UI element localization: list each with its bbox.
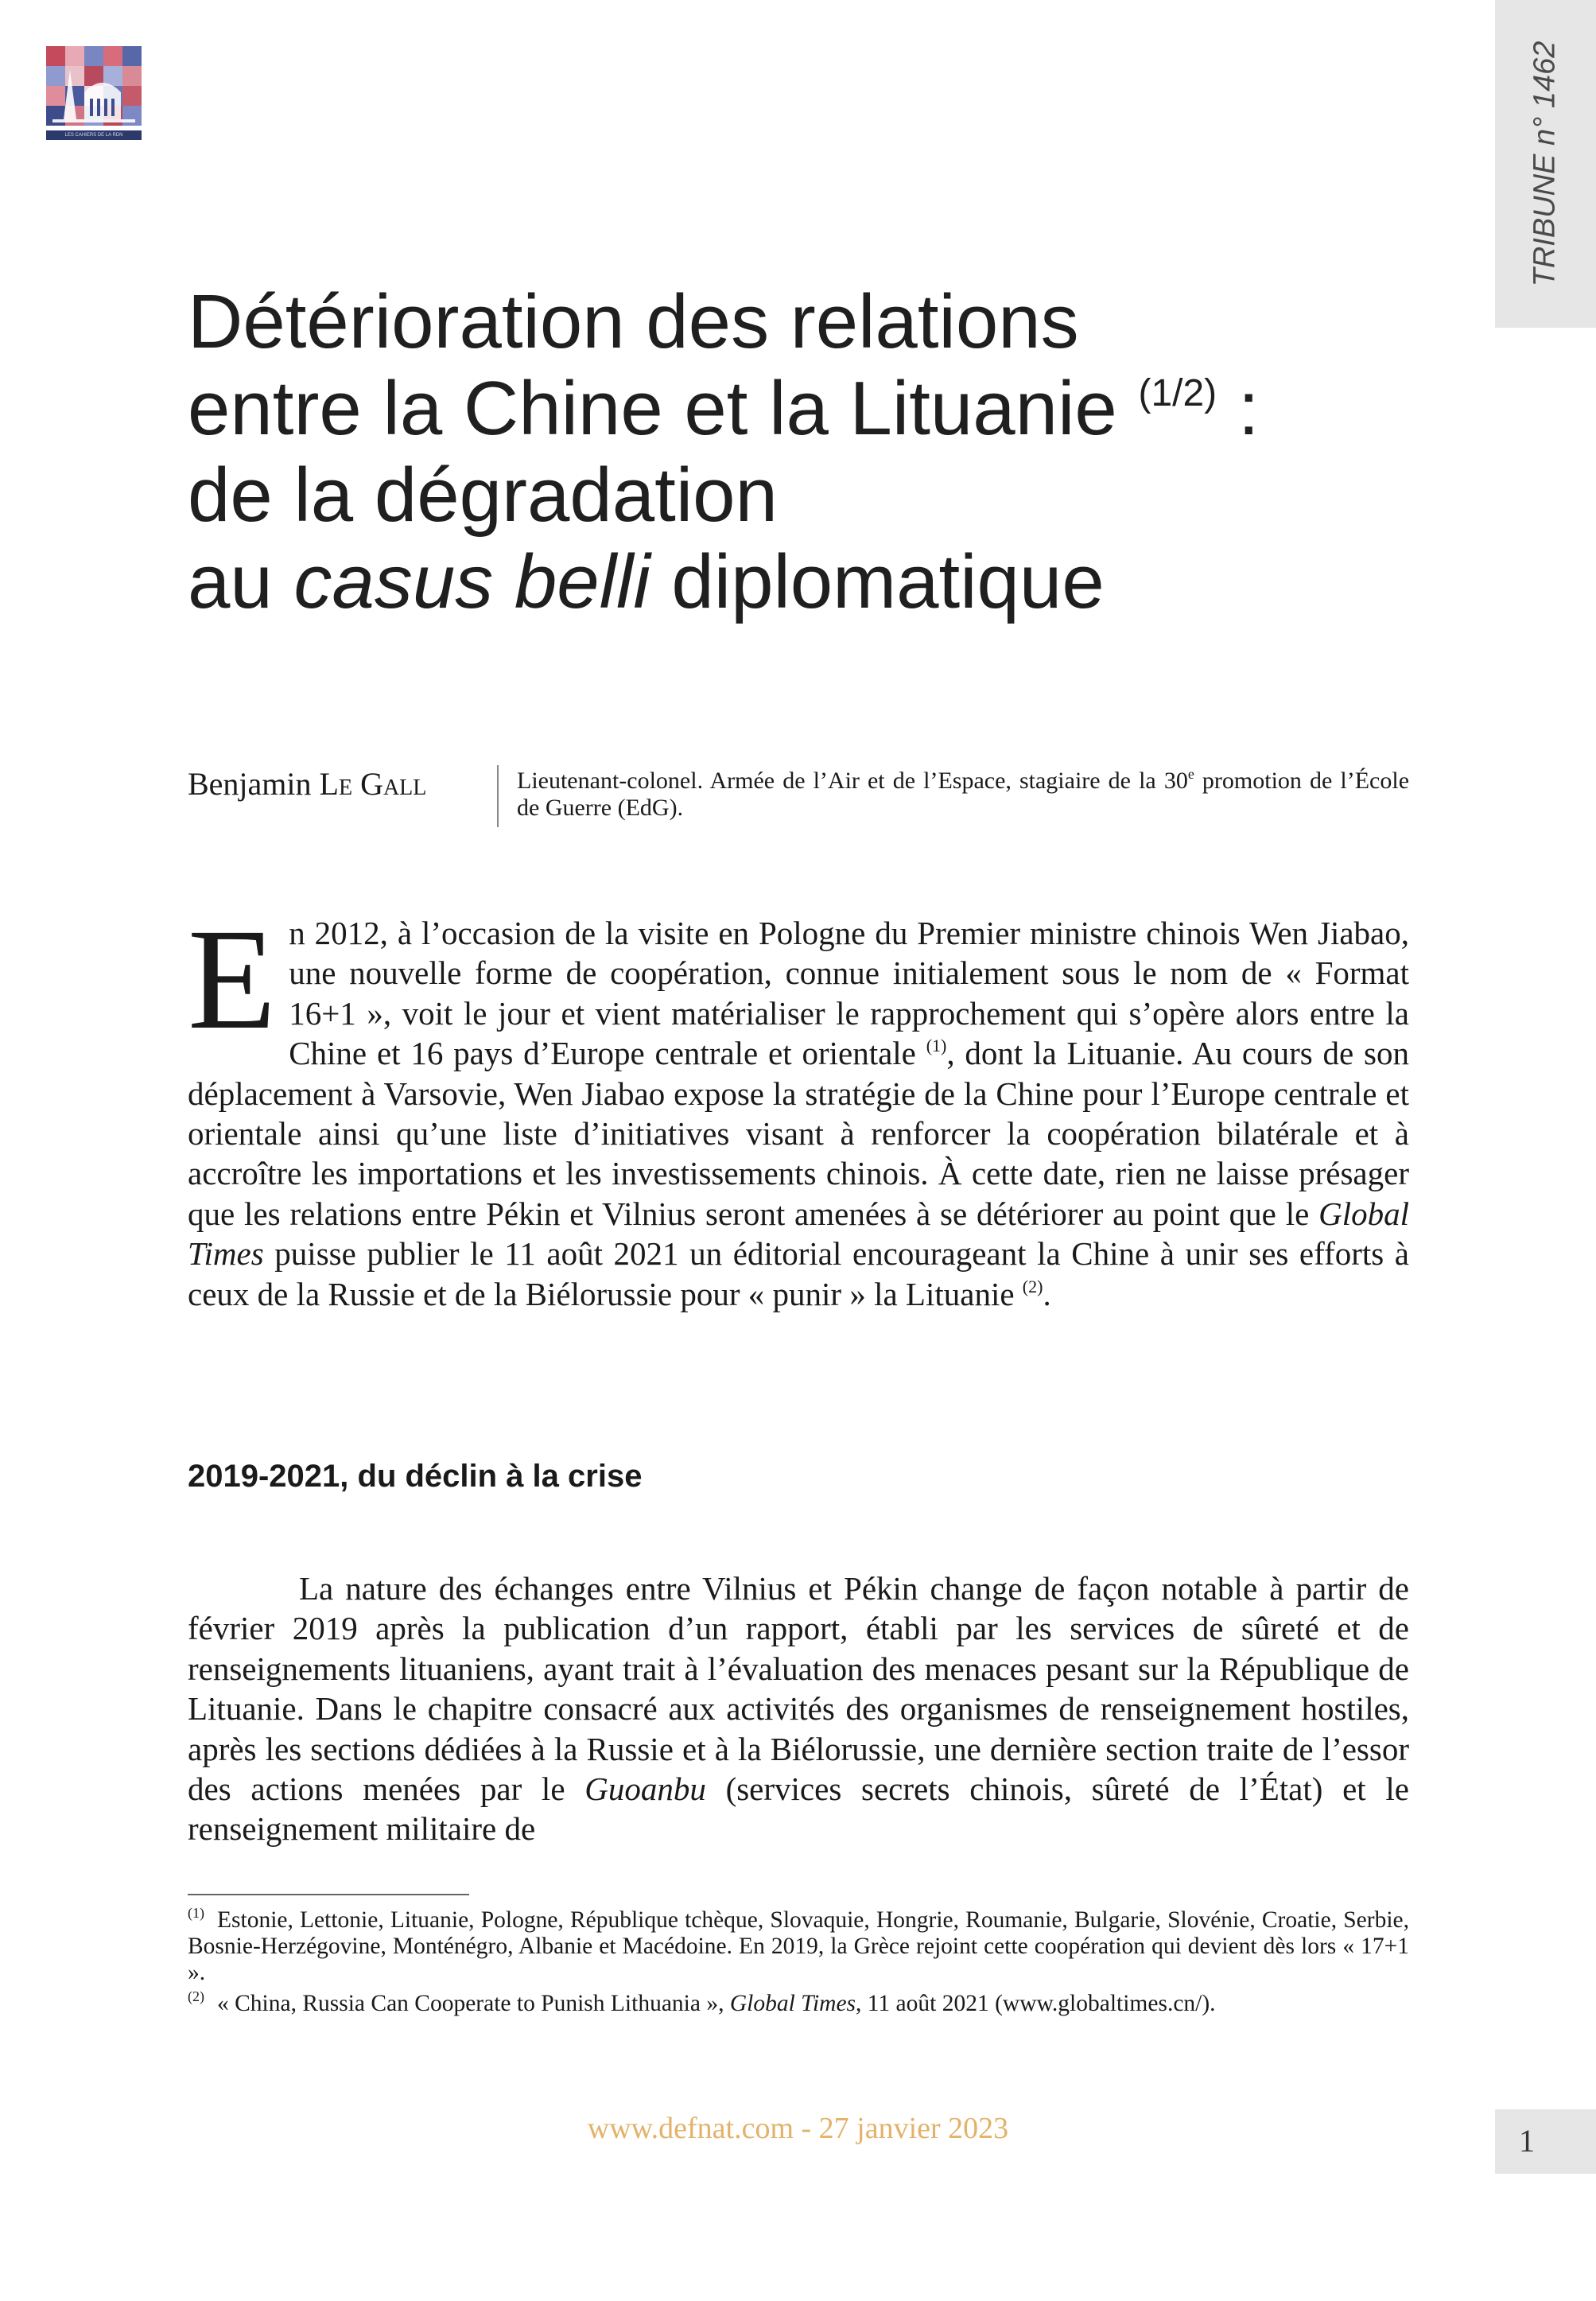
footnotes (188, 1907, 1409, 2022)
footnote-1 (188, 1907, 1409, 1986)
section-text-1: La nature des échanges entre Vilnius et Pékin change de façon notable à partir de février 2019 après la publication d’un rapport, établi par les services de sûreté et de renseignements lituaniens, ayant trait à l’évaluation des menaces pesant sur la République de Lituanie. Dans le chapitre consacré aux activités des organismes de renseignement hostiles, après les sections dédiées à la Russie et à la Biélorussie, une dernière section traite de l’essor des actions menées par le (188, 1570, 1409, 1808)
section-text-italic: Guoanbu (584, 1770, 706, 1808)
author-name (188, 765, 426, 803)
title-line-1: Détérioration des relations (188, 279, 1079, 364)
logo-band: LES CAHIERS DE LA RDN (46, 130, 142, 140)
page-number: 1 (1519, 2123, 1535, 2159)
title-line-4-start: au (188, 539, 294, 624)
footnote-1-number: (1) (188, 1905, 204, 1921)
footnote-2-text-1: « China, Russia Can Cooperate to Punish Lithuania », (217, 1991, 730, 2016)
publication-logo (46, 46, 142, 142)
footnote-divider (188, 1894, 469, 1895)
page-number-tab (1495, 2109, 1596, 2174)
footnote-ref-1[interactable]: (1) (926, 1036, 947, 1056)
intro-text-2: , dont la Lituanie. Au cours de son déplacement à Varsovie, Wen Jiabao expose la stratégie de la Chine pour l’Europe centrale et orientale ainsi qu’une liste d’initiatives visant à renforcer la coopération bilatérale et à accroître les importations et les investissements chinois. À cette date, rien ne laisse présager que les relations entre Pékin et Vilnius seront amenées à se détériorer au point que le (188, 1035, 1409, 1232)
tribune-number: TRIBUNE n° 1462 (1528, 41, 1562, 287)
building-silhouette-icon (46, 46, 142, 126)
title-line-4-italic: casus belli (293, 539, 650, 624)
intro-text-1: n 2012, à l’occasion de la visite en Pologne du Premier ministre chinois Wen Jiabao, une nouvelle forme de coopération, connue initialement sous le nom de « Format 16+1 », voit le jour et vient matérialiser le rapprochement qui s’opère alors entre la Chine et 16 pays d’Europe centrale et orientale (289, 915, 1409, 1072)
title-line-4-end: diplomatique (650, 539, 1105, 624)
author-description-sup: e (1187, 766, 1194, 782)
title-line-2: entre la Chine et la Lituanie (188, 366, 1117, 451)
section-text-2: (services secrets chinois, sûreté de l’État) et le renseignement militaire de (188, 1770, 1410, 1848)
title-line-2-end: : (1217, 366, 1260, 451)
section-heading: 2019-2021, du déclin à la crise (188, 1459, 643, 1494)
author-description-end: promotion de l’École de Guerre (EdG). (517, 768, 1410, 821)
drop-cap: E (188, 900, 277, 1059)
footnote-2-number: (2) (188, 1988, 204, 2004)
footnote-2 (188, 1988, 1409, 2017)
tribune-tab (1495, 0, 1596, 328)
article-title (188, 278, 1428, 625)
footnote-2-text-2: , 11 août 2021 (www.globaltimes.cn/). (856, 1991, 1216, 2016)
author-description-start: Lieutenant-colonel. Armée de l’Air et de l’Espace, stagiaire de la 30 (517, 768, 1188, 794)
author-first-name: Benjamin (188, 766, 320, 802)
title-part-marker: (1/2) (1138, 372, 1217, 414)
intro-paragraph (188, 900, 1409, 1314)
footer-source[interactable]: www.defnat.com - 27 janvier 2023 (587, 2112, 1009, 2145)
footnote-ref-2[interactable]: (2) (1022, 1276, 1043, 1296)
footnote-2-text-italic: Global Times (729, 1991, 856, 2016)
intro-text-3: puisse publier le 11 août 2021 un éditorial encourageant la Chine à unir ses efforts à ceux de la Russie et de la Biélorussie pour « punir » la Lituanie (188, 1235, 1409, 1312)
author-divider (497, 765, 499, 827)
intro-text-4: . (1043, 1275, 1051, 1312)
intro-text-italic: Global Times (188, 1195, 1409, 1273)
author-description (517, 768, 1409, 822)
title-line-3: de la dégradation (188, 453, 778, 538)
footnote-1-text: Estonie, Lettonie, Lituanie, Pologne, République tchèque, Slovaquie, Hongrie, Roumanie, Bulgarie, Slovénie, Croatie, Serbie, Bosnie-Herzégovine, Monténégro, Albanie et Macédoine. En 2019, la Grèce rejoint cette coopération qui devient dès lors « 17+1 ». (188, 1907, 1409, 1985)
section-paragraph (188, 1568, 1409, 1849)
author-last-name: Le Gall (319, 766, 427, 802)
